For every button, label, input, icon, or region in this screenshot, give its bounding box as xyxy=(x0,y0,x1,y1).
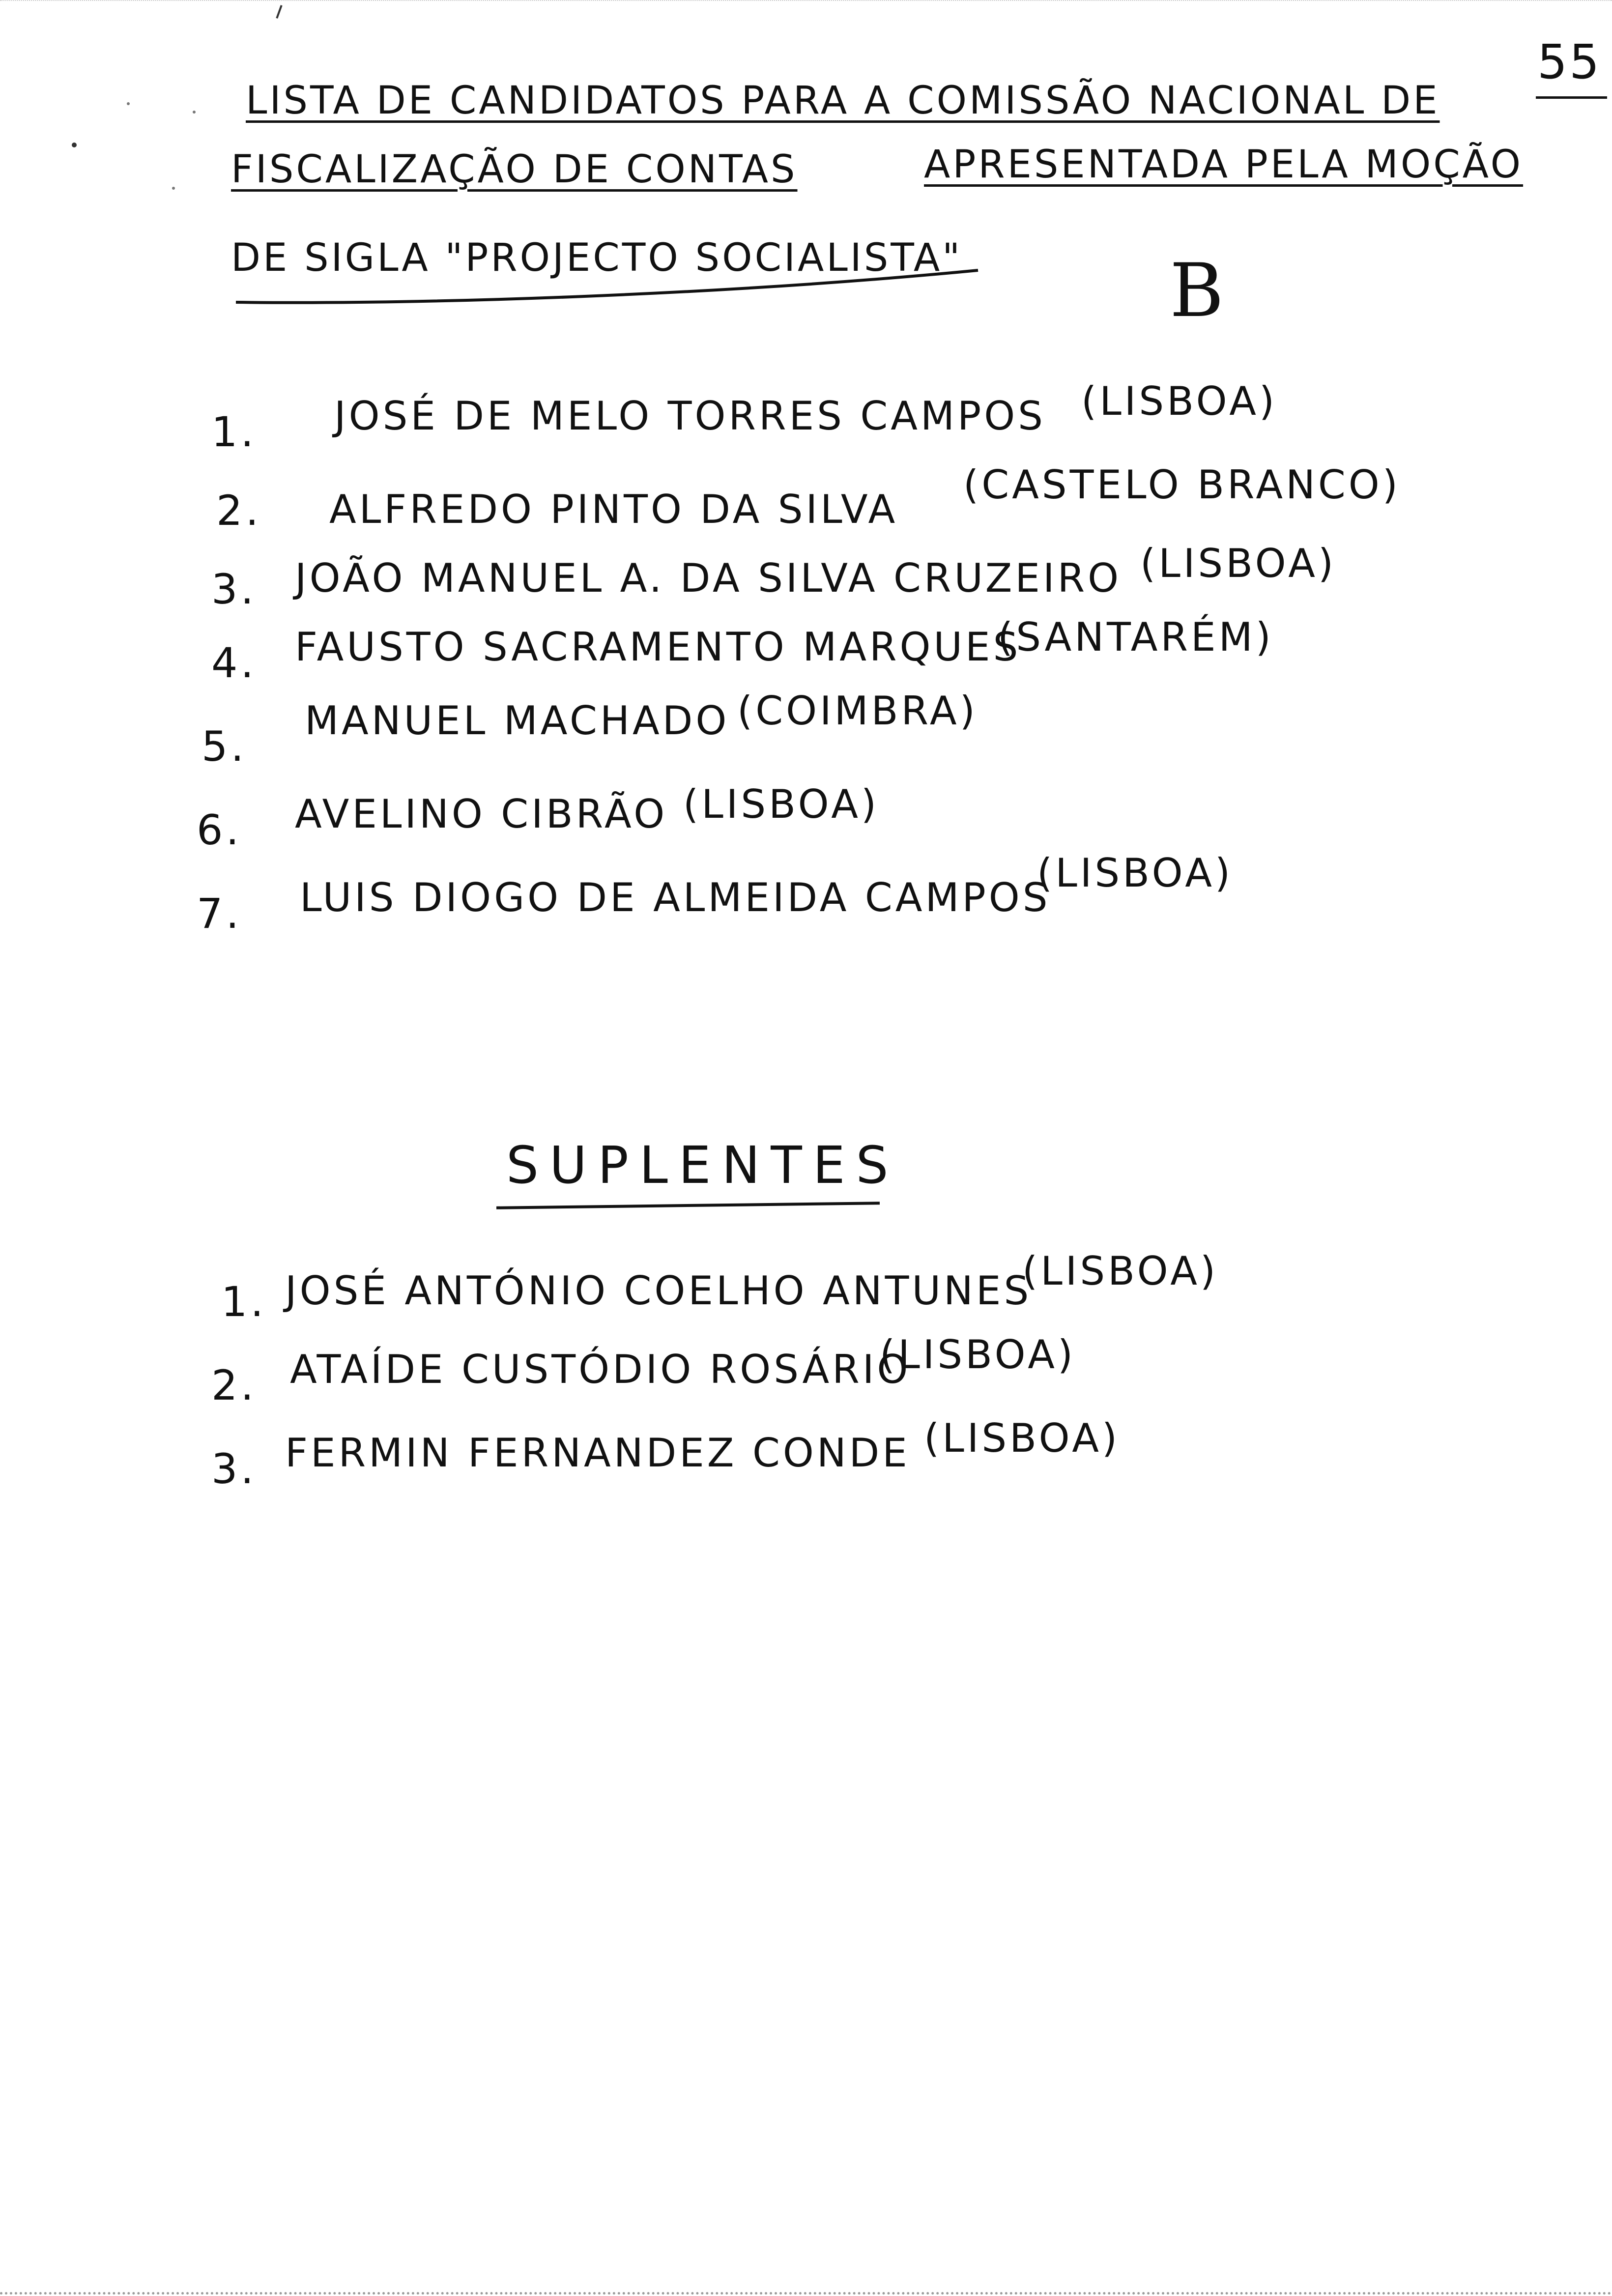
candidate-number: 7. xyxy=(197,890,242,938)
substitute-name: ATAÍDE CUSTÓDIO ROSÁRIO xyxy=(290,1347,911,1392)
header-line-3-underline xyxy=(231,256,988,310)
candidate-district: (COIMBRA) xyxy=(737,688,978,734)
substitute-district: (LISBOA) xyxy=(924,1415,1121,1461)
candidate-name: JOSÉ DE MELO TORRES CAMPOS xyxy=(334,393,1046,439)
candidate-number: 3. xyxy=(211,565,257,613)
substitute-name: FERMIN FERNANDEZ CONDE xyxy=(285,1430,910,1476)
substitute-district: (LISBOA) xyxy=(1022,1248,1219,1294)
header-line-2-right: APRESENTADA PELA MOÇÃO xyxy=(924,143,1524,187)
stray-ink-dot xyxy=(72,143,77,147)
candidate-district: (LISBOA) xyxy=(1140,541,1337,586)
candidate-number: 1. xyxy=(211,408,257,456)
candidate-name: MANUEL MACHADO xyxy=(305,698,730,744)
candidate-name: FAUSTO SACRAMENTO MARQUES xyxy=(295,624,1021,670)
stray-pen-tick xyxy=(276,5,282,19)
candidate-number: 2. xyxy=(216,487,262,535)
scan-top-edge xyxy=(0,0,1612,6)
substitute-number: 2. xyxy=(211,1361,257,1409)
substitutes-heading-underline xyxy=(496,1202,880,1209)
substitute-number: 1. xyxy=(221,1278,267,1326)
candidate-district: (CASTELO BRANCO) xyxy=(963,462,1401,508)
stray-ink-dot xyxy=(127,102,130,105)
candidate-name: JOÃO MANUEL A. DA SILVA CRUZEIRO xyxy=(295,555,1122,601)
candidate-district: (LISBOA) xyxy=(683,781,880,827)
list-letter: B xyxy=(1170,248,1224,334)
candidate-district: (LISBOA) xyxy=(1081,378,1278,424)
candidate-district: (LISBOA) xyxy=(1037,850,1234,896)
candidate-name: ALFREDO PINTO DA SILVA xyxy=(329,487,898,532)
candidate-district: (SANTARÉM) xyxy=(998,614,1274,660)
substitute-name: JOSÉ ANTÓNIO COELHO ANTUNES xyxy=(285,1268,1032,1314)
stray-ink-dot xyxy=(193,111,196,114)
scan-bottom-edge xyxy=(0,2292,1612,2295)
candidate-number: 4. xyxy=(211,639,257,687)
header-line-3: DE SIGLA "PROJECTO SOCIALISTA" xyxy=(231,236,963,280)
header-line-1: LISTA DE CANDIDATOS PARA A COMISSÃO NACIONAL DE xyxy=(246,79,1440,123)
page-number: 55 xyxy=(1537,34,1602,89)
substitute-district: (LISBOA) xyxy=(880,1332,1076,1378)
candidate-number: 6. xyxy=(197,806,242,854)
candidate-name: LUIS DIOGO DE ALMEIDA CAMPOS xyxy=(300,875,1051,920)
page-number-underline xyxy=(1536,96,1607,99)
candidate-name: AVELINO CIBRÃO xyxy=(295,791,668,837)
candidate-number: 5. xyxy=(202,722,247,771)
substitute-number: 3. xyxy=(211,1445,257,1493)
substitutes-heading: SUPLENTES xyxy=(506,1135,899,1195)
header-line-2-left: FISCALIZAÇÃO DE CONTAS xyxy=(231,147,798,192)
stray-ink-dot xyxy=(172,187,175,190)
